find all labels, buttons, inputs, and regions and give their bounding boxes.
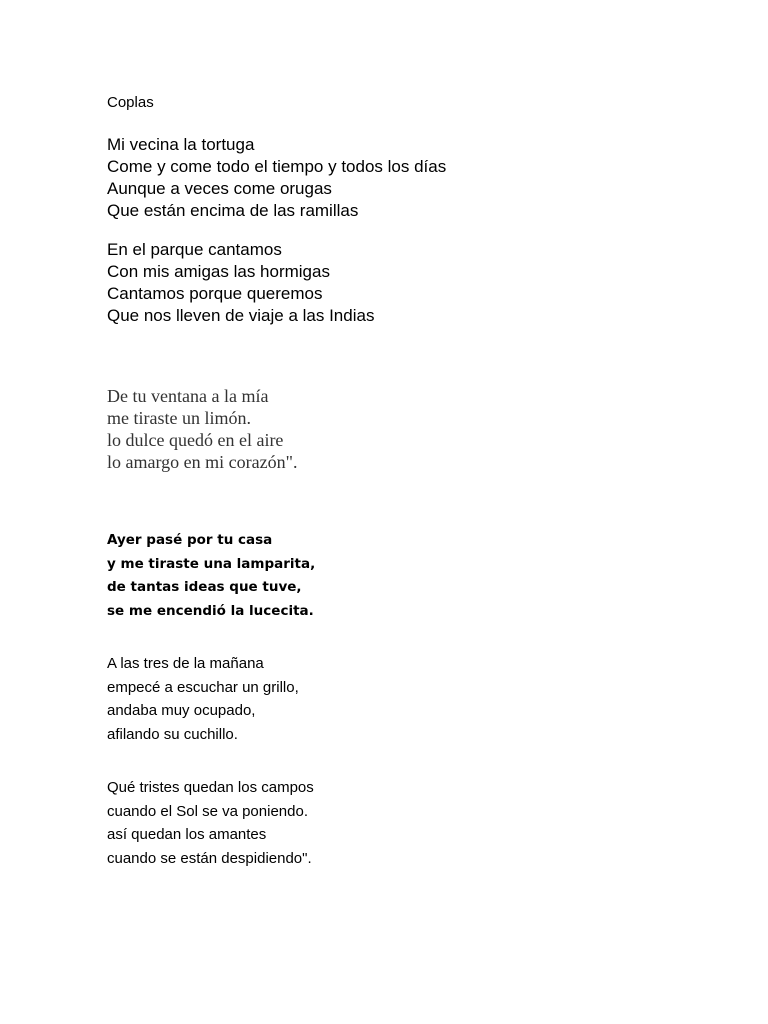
stanza-lamparita [107, 529, 315, 623]
stanza-line: y me tiraste una lamparita, [107, 555, 316, 572]
stanza-parque [107, 239, 374, 327]
stanza-line: cuando el Sol se va poniendo. [107, 802, 308, 820]
stanza-line: Que nos lleven de viaje a las Indias [107, 306, 375, 325]
stanza-tortuga [107, 134, 446, 222]
stanza-campos [107, 776, 314, 870]
stanza-line: Qué tristes quedan los campos [107, 779, 314, 796]
stanza-line: Cantamos porque queremos [107, 284, 323, 303]
stanza-line: Aunque a veces come orugas [107, 179, 332, 198]
stanza-line: así quedan los amantes [107, 826, 267, 843]
stanza-line: Que están encima de las ramillas [107, 201, 359, 220]
stanza-line: empecé a escuchar un grillo, [107, 678, 299, 696]
stanza-line: afilando su cuchillo. [107, 725, 238, 743]
stanza-ventana [107, 385, 297, 473]
stanza-line: me tiraste un limón. [107, 408, 251, 428]
stanza-line: se me encendió la lucecita. [107, 602, 314, 619]
stanza-line: cuando se están despidiendo". [107, 849, 312, 867]
stanza-line: Con mis amigas las hormigas [107, 262, 330, 281]
document-title: Coplas [107, 94, 154, 111]
stanza-line: De tu ventana a la mía [107, 386, 269, 406]
stanza-line: de tantas ideas que tuve, [107, 579, 302, 595]
stanza-line: lo dulce quedó en el aire [107, 430, 284, 450]
stanza-line: andaba muy ocupado, [107, 702, 256, 719]
stanza-grillo [107, 652, 299, 746]
stanza-line: Come y come todo el tiempo y todos los días [107, 157, 447, 176]
stanza-line: Mi vecina la tortuga [107, 135, 255, 154]
stanza-line: lo amargo en mi corazón". [107, 452, 298, 472]
stanza-line: Ayer pasé por tu casa [107, 532, 273, 548]
stanza-line: En el parque cantamos [107, 240, 282, 259]
stanza-line: A las tres de la mañana [107, 655, 264, 672]
